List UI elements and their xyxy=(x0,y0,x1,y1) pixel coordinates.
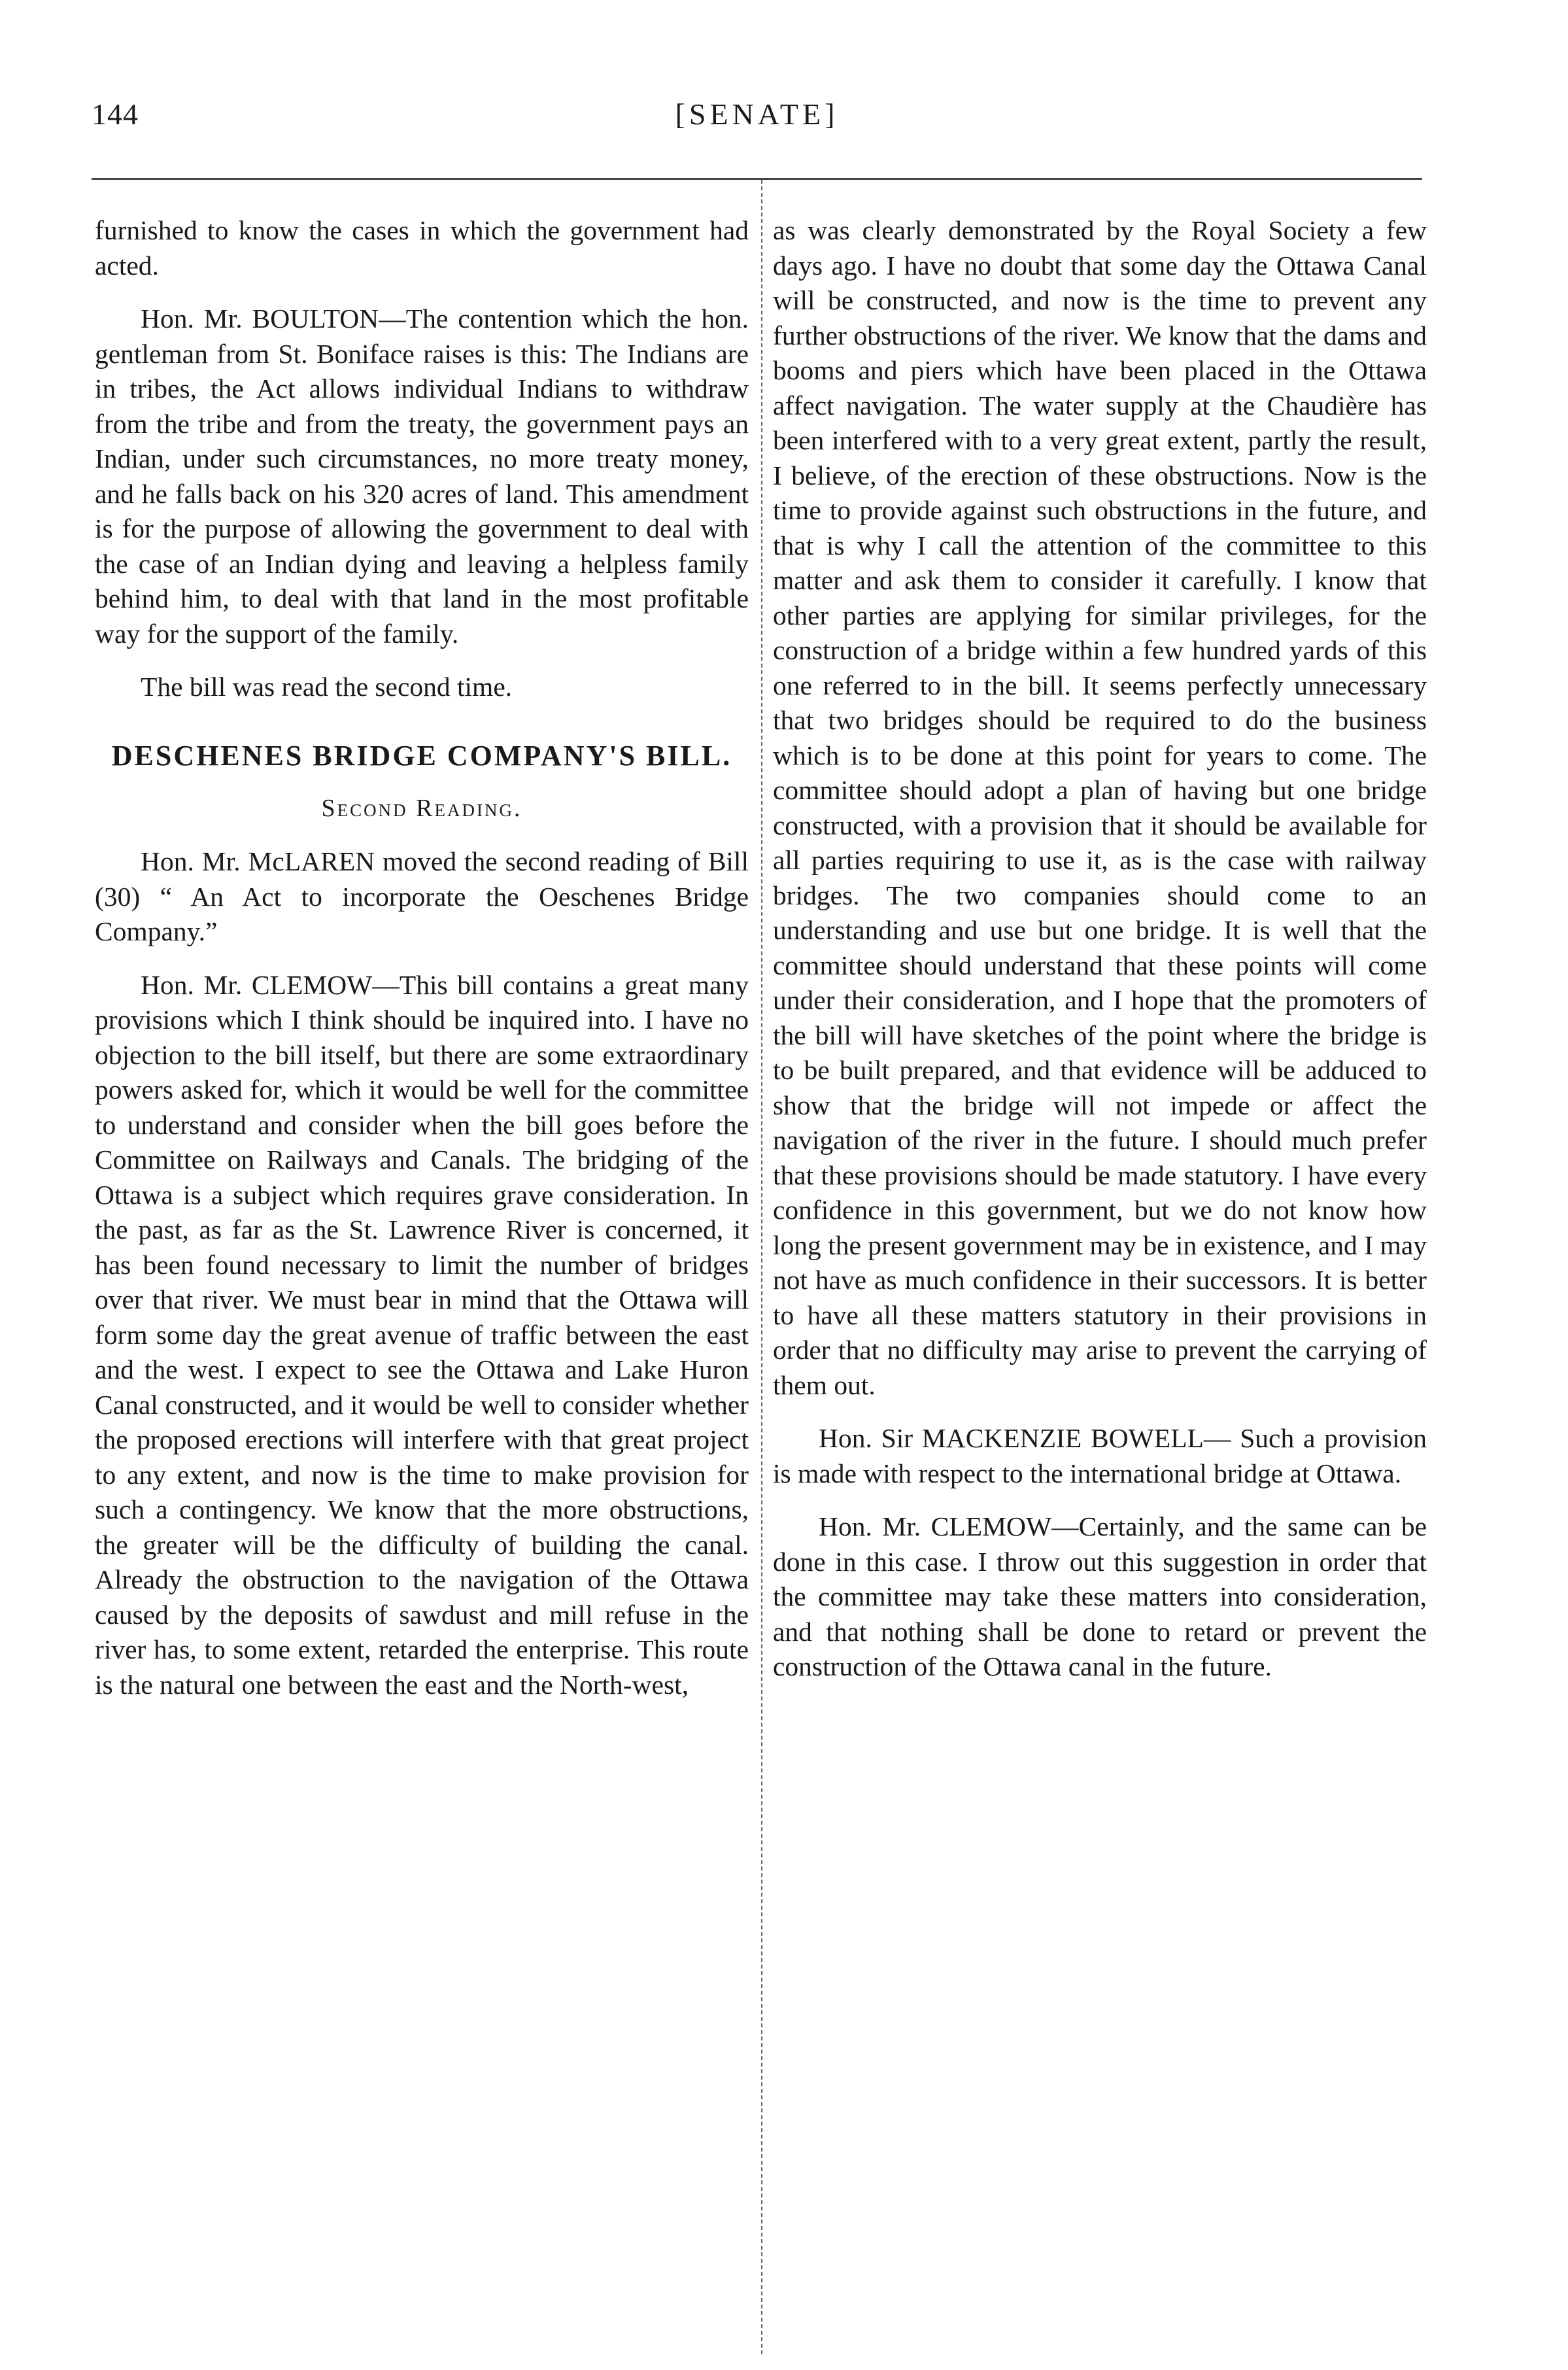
paragraph-boulton: Hon. Mr. BOULTON—The contention which the hon. gentleman from St. Boniface raises is this: The Indians are in tribes, the Act allows individual Indians to withdraw from the tribe and from the treaty, the government pays an Indian, under such circumstances, no more treaty money, and he falls back on his 320 acres of land. This amendment is for the purpose of allowing the government to deal with the case of an Indian dying and leaving a helpless family behind him, to deal with that land in the most profitable way for the support of the family. xyxy=(95,303,749,649)
section-subtitle: Second Reading. xyxy=(321,794,522,822)
page-header xyxy=(92,97,1422,136)
right-column xyxy=(773,213,1427,1685)
paragraph-clemow: Hon. Mr. CLEMOW—This bill contains a great many provisions which I think should be inquired into. I have no objection to the bill itself, but there are some extraordinary powers asked for, which it would be well for the committee to understand and consider when the bill goes before the Committee on Railways and Canals. The bridging of the Ottawa is a subject which requires grave consideration. In the past, as far as the St. Lawrence River is concerned, it has been found necessary to limit the number of bridges over that river. We must bear in mind that the Ottawa will form some day the great avenue of traffic between the east and the west. I expect to see the Ottawa and Lake Huron Canal constructed, and it would be well to consider whether the proposed erections will interfere with that great project to any extent, and now is the time to make provision for such a contingency. We know that the more obstructions, the greater will be the difficulty of building the canal. Already the obstruction to the navigation of the Ottawa caused by the deposits of sawdust and mill refuse in the river has, to some extent, retarded the enterprise. This route is the natural one between the east and the North-west, xyxy=(95,969,749,1700)
running-head: [SENATE] xyxy=(675,97,839,131)
paragraph-mclaren: Hon. Mr. McLAREN moved the second reading of Bill (30) “ An Act to incorporate the Oeschenes Bridge Company.” xyxy=(95,846,749,946)
column-divider xyxy=(761,180,762,2354)
paragraph-clemow-continued: as was clearly demonstrated by the Royal Society a few days ago. I have no doubt that some day the Ottawa Canal will be constructed, and now is the time to prevent any further obstructions of the river. We know that the dams and booms and piers which have been placed in the Ottawa affect navigation. The water supply at the Chaudière has been interfered with to a very great extent, partly the result, I believe, of the erection of these obstructions. Now is the time to provide against such obstructions in the future, and that is why I call the attention of the committee to this matter and ask them to consider it carefully. I know that other parties are applying for similar privileges, for the construction of a bridge within a few hundred yards of this one referred to in the bill. It seems perfectly unnecessary that two bridges should be required to do the business which is to be done at this point for years to come. The committee should adopt a plan of having but one bridge constructed, with a provision that it should be available for all parties requiring to use it, as is the case with railway bridges. The two companies should come to an understanding and use but one bridge. It is well that the committee should understand that these points will come under their consideration, and I hope that the promoters of the bill will have sketches of the point where the bridge is to be built prepared, and that evidence will be adduced to show that the bridge will not impede or affect the navigation of the river in the future. I should much prefer that these provisions should be made statutory. I have every confidence in this government, but we do not know how long the present government may be in existence, and I may not have as much confidence in their successors. It is better to have all these matters statutory in their provisions in order that no difficulty may arise to prevent the carrying of them out. xyxy=(773,215,1427,1400)
paragraph-bowell: Hon. Sir MACKENZIE BOWELL— Such a provision is made with respect to the international bridge at Ottawa. xyxy=(773,1423,1427,1488)
section-title: DESCHENES BRIDGE COMPANY'S BILL. xyxy=(111,739,732,772)
header-rule xyxy=(92,178,1422,180)
left-column xyxy=(95,213,749,1702)
paragraph-clemow-reply: Hon. Mr. CLEMOW—Certainly, and the same can be done in this case. I throw out this suggestion in order that the committee may take these matters into consideration, and that nothing shall be done to retard or prevent the construction of the Ottawa canal in the future. xyxy=(773,1511,1427,1681)
paragraph-continuation: furnished to know the cases in which the government had acted. xyxy=(95,215,749,281)
paragraph-second-reading-result: The bill was read the second time. xyxy=(141,672,513,702)
page-number: 144 xyxy=(92,97,139,131)
